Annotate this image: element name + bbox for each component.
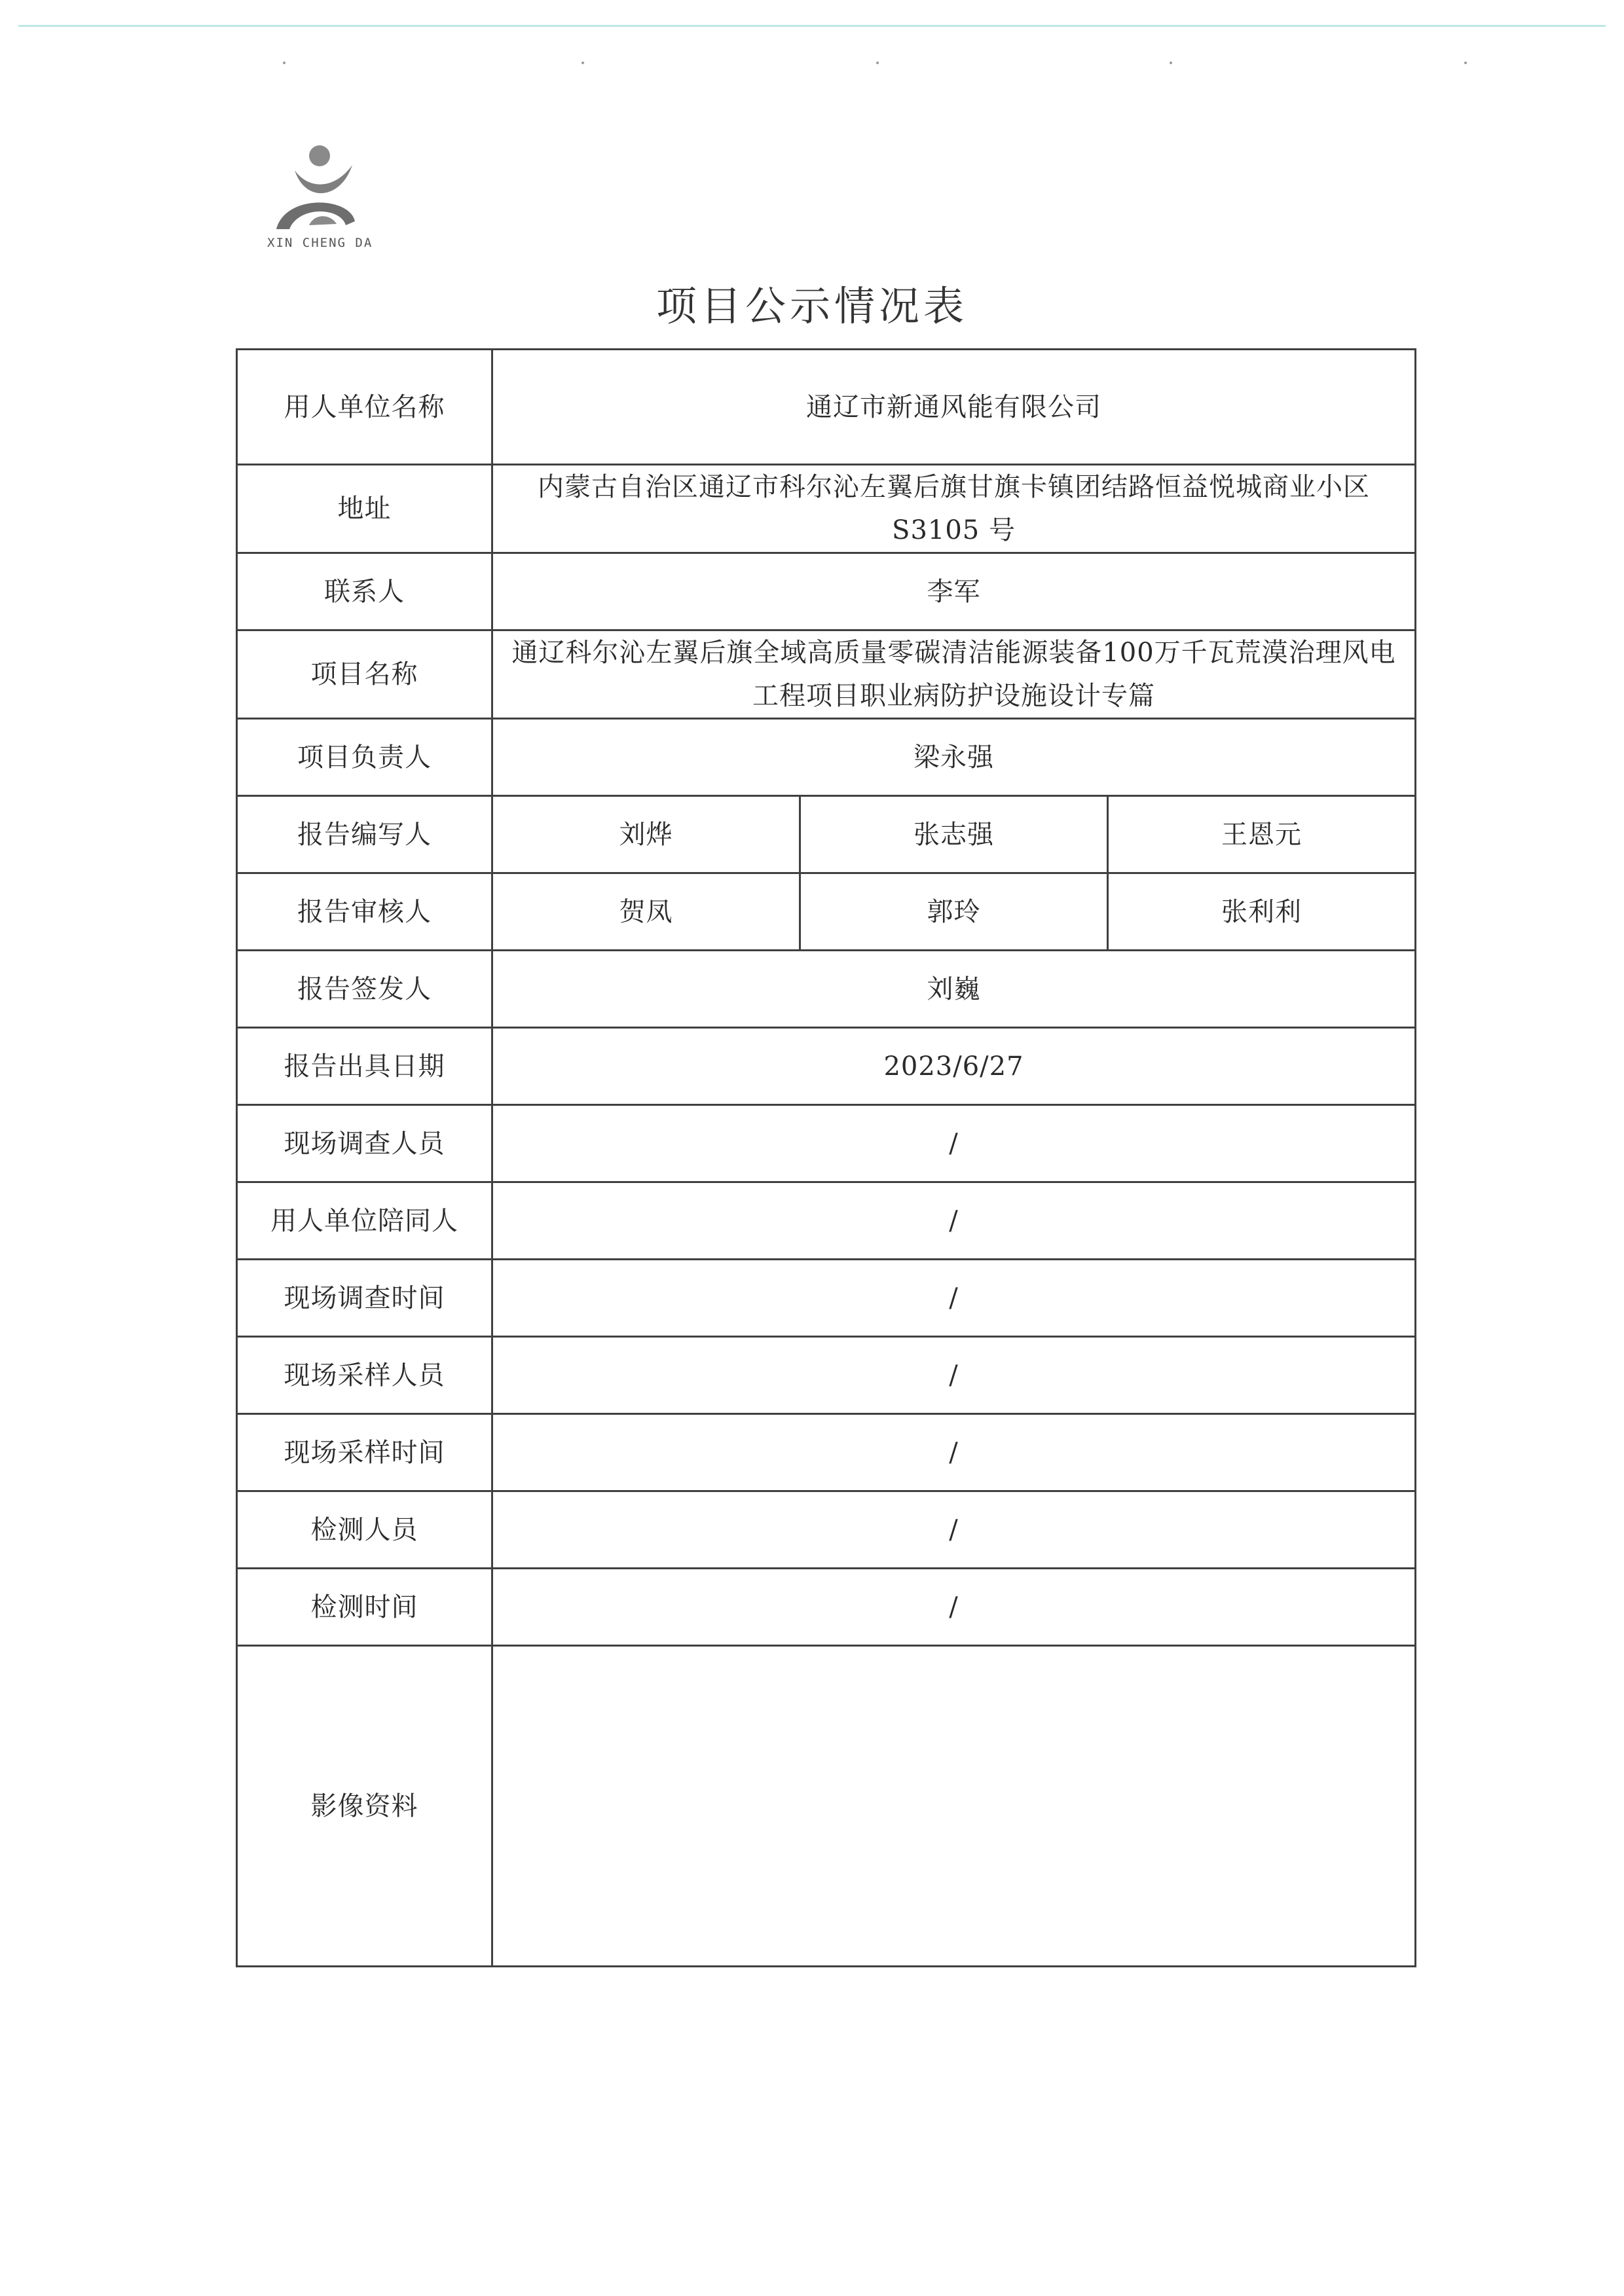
row-label: 检测人员 [237,1491,492,1569]
table-row [237,1182,1416,1260]
table-row [237,630,1416,719]
row-value: 张利利 [1108,873,1416,951]
scan-speck [1170,62,1172,64]
image-material-cell [492,1646,1416,1967]
document-title: 项目公示情况表 [655,282,968,330]
table-row [237,796,1416,873]
table-row [237,553,1416,630]
row-label: 检测时间 [237,1569,492,1646]
row-label: 影像资料 [237,1646,492,1967]
row-label: 现场采样人员 [237,1337,492,1414]
row-value: / [492,1182,1416,1260]
row-value: 张志强 [800,796,1108,873]
row-value: / [492,1569,1416,1646]
scan-speck [876,62,879,64]
row-value: / [492,1105,1416,1182]
row-value: / [492,1491,1416,1569]
scan-speck [1464,62,1467,64]
row-label: 项目负责人 [237,719,492,796]
company-logo [267,143,372,257]
table-row [237,465,1416,553]
row-label: 联系人 [237,553,492,630]
row-label: 地址 [237,465,492,553]
table-row [237,719,1416,796]
row-label: 用人单位陪同人 [237,1182,492,1260]
row-value: 通辽科尔沁左翼后旗全域高质量零碳清洁能源装备100万千瓦荒漠治理风电工程项目职业病防护设施设计专篇 [492,630,1416,719]
row-value: / [492,1414,1416,1491]
table-row [237,350,1416,465]
logo-text: XIN CHENG DA [267,236,373,250]
top-scan-border [18,25,1606,27]
table-row [237,1646,1416,1967]
table-row [237,1569,1416,1646]
row-value: 2023/6/27 [492,1028,1416,1105]
scan-speck [283,62,286,64]
row-label: 报告审核人 [237,873,492,951]
row-label: 报告出具日期 [237,1028,492,1105]
row-label: 报告签发人 [237,951,492,1028]
xincheng-da-logo-icon [272,143,371,234]
row-label: 现场调查人员 [237,1105,492,1182]
table-row [237,1337,1416,1414]
scan-speck [581,62,584,64]
row-label: 现场调查时间 [237,1260,492,1337]
table-row [237,873,1416,951]
row-value: 李军 [492,553,1416,630]
table-row [237,1105,1416,1182]
row-value: 刘烨 [492,796,800,873]
table-row [237,1260,1416,1337]
row-value: 梁永强 [492,719,1416,796]
row-value: 通辽市新通风能有限公司 [492,350,1416,465]
row-value: 贺凤 [492,873,800,951]
row-label: 项目名称 [237,630,492,719]
table-row [237,1491,1416,1569]
row-value: 内蒙古自治区通辽市科尔沁左翼后旗甘旗卡镇团结路恒益悦城商业小区 S3105 号 [492,465,1416,553]
row-value: 刘巍 [492,951,1416,1028]
row-value: / [492,1337,1416,1414]
project-info-table [236,348,1416,1967]
row-value: 王恩元 [1108,796,1416,873]
row-label: 用人单位名称 [237,350,492,465]
row-label: 现场采样时间 [237,1414,492,1491]
row-value: 郭玲 [800,873,1108,951]
table-row [237,951,1416,1028]
row-value: / [492,1260,1416,1337]
table-row [237,1028,1416,1105]
table-row [237,1414,1416,1491]
row-label: 报告编写人 [237,796,492,873]
